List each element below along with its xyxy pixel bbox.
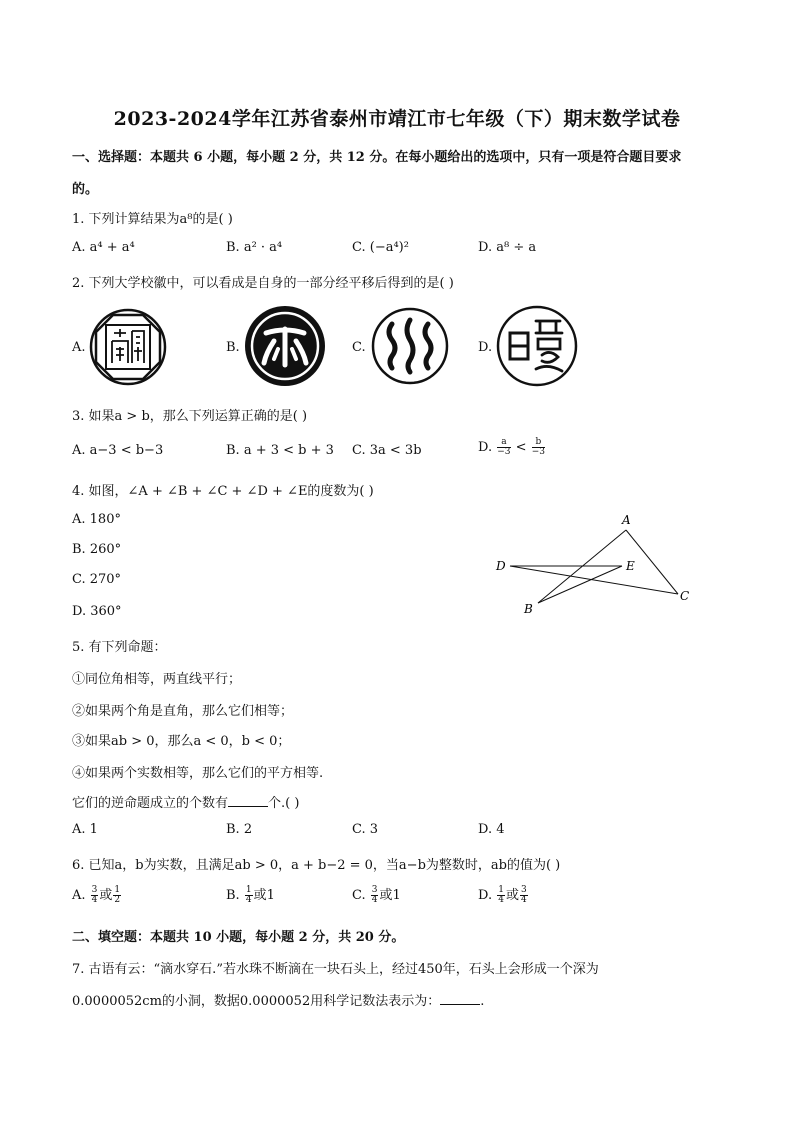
q7-line2	[72, 990, 484, 1009]
answer-blank	[228, 794, 268, 807]
q7-line1: 7. 古语有云：“滴水穿石.”若水珠不断滴在一块石头上，经过450年，石头上会形成一个深为	[72, 962, 599, 977]
q5-question	[72, 792, 299, 811]
q5-option-a: A. 1	[72, 822, 98, 837]
frac-denominator: −3	[531, 447, 545, 457]
segment-dc	[510, 566, 678, 594]
fraction	[520, 886, 528, 905]
fraction	[245, 886, 253, 905]
q2-label-c: C.	[352, 340, 366, 355]
section2-header: 二、填空题：本题共 10 小题，每小题 2 分，共 20 分。	[72, 930, 405, 945]
option-text: 或1	[379, 888, 401, 903]
q2-stem: 2. 下列大学校徽中，可以看成是自身的一部分经平移后得到的是( )	[72, 276, 454, 291]
q5-item-2: ②如果两个角是直角，那么它们相等；	[72, 704, 294, 719]
q5-stem: 5. 有下列命题：	[72, 640, 167, 655]
label-e: E	[626, 559, 635, 573]
fraction	[113, 886, 121, 905]
q4-option-b: B. 260°	[72, 542, 122, 557]
q7-text: 0.0000052cm的小洞，数据0.0000052用科学记数法表示为：	[72, 994, 441, 1009]
q1-option-c: C. (−a⁴)²	[352, 240, 409, 255]
q6-option-d	[478, 884, 529, 905]
q4-option-d: D. 360°	[72, 604, 122, 619]
q3-option-d-operator: <	[515, 440, 527, 455]
frac-denominator: −3	[497, 447, 511, 457]
option-label: A.	[72, 888, 90, 903]
section1-header-cont: 的。	[72, 182, 99, 197]
section1-header: 一、选择题：本题共 6 小题，每小题 2 分，共 12 分。在每小题给出的选项中，只有一项是符合题目要求	[72, 150, 682, 165]
frac-numerator: a	[497, 438, 510, 448]
q3-option-b: B. a + 3 < b + 3	[226, 443, 334, 458]
sichuan-emblem-icon	[370, 306, 450, 386]
frac-numerator: 3	[91, 885, 98, 895]
q5-question-end: 个.( )	[268, 796, 300, 811]
frac-numerator: 1	[114, 885, 121, 895]
option-text: 或1	[253, 888, 275, 903]
option-label: B.	[226, 888, 244, 903]
q6-option-b	[226, 884, 275, 905]
q1-option-d: D. a⁸ ÷ a	[478, 240, 537, 255]
frac-numerator: 3	[371, 885, 378, 895]
nankai-emblem-icon	[88, 307, 168, 387]
q1-option-b: B. a² · a⁴	[226, 240, 283, 255]
label-a: A	[622, 513, 631, 527]
frac-numerator: 1	[245, 885, 252, 895]
q5-option-d: D. 4	[478, 822, 505, 837]
q1-stem: 1. 下列计算结果为a⁸的是( )	[72, 212, 233, 227]
frac-denominator: 4	[245, 895, 252, 905]
frac-numerator: 1	[498, 885, 504, 895]
peking-emblem-icon	[244, 305, 326, 387]
q4-geometry-figure	[490, 510, 700, 620]
q3-option-d-label: D.	[478, 440, 493, 455]
option-text: 或	[99, 888, 113, 903]
q5-item-4: ④如果两个实数相等，那么它们的平方相等.	[72, 766, 324, 781]
q6-option-a	[72, 884, 122, 905]
q3-stem: 3. 如果a > b，那么下列运算正确的是( )	[72, 409, 308, 424]
q3-option-d	[478, 438, 546, 457]
option-label: D.	[478, 888, 497, 903]
frac-denominator: 4	[91, 895, 98, 905]
q2-label-a: A.	[72, 340, 86, 355]
frac-denominator: 2	[114, 895, 121, 905]
fraction	[497, 886, 505, 905]
answer-blank	[440, 992, 480, 1005]
q5-question-text: 它们的逆命题成立的个数有	[72, 796, 229, 811]
q1-option-a: A. a⁴ + a⁴	[72, 240, 135, 255]
q5-item-3: ③如果ab > 0，那么a < 0，b < 0；	[72, 734, 291, 749]
q4-option-c: C. 270°	[72, 572, 122, 587]
q5-option-b: B. 2	[226, 822, 253, 837]
q3-option-c: C. 3a < 3b	[352, 443, 422, 458]
q2-label-b: B.	[226, 340, 240, 355]
label-b: B	[524, 602, 533, 616]
frac-numerator: b	[532, 438, 545, 448]
q4-stem: 4. 如图，∠A + ∠B + ∠C + ∠D + ∠E的度数为( )	[72, 484, 374, 499]
fraction	[371, 886, 379, 905]
label-d: D	[496, 559, 506, 573]
q5-item-1: ①同位角相等，两直线平行；	[72, 672, 242, 687]
q6-stem: 6. 已知a，b为实数，且满足ab > 0，a + b−2 = 0，当a−b为整数时，ab的值为( )	[72, 858, 561, 873]
frac-denominator: 4	[520, 895, 527, 905]
frac-numerator: 3	[520, 885, 527, 895]
option-label: C.	[352, 888, 370, 903]
fudan-emblem-icon	[496, 305, 578, 387]
q5-option-c: C. 3	[352, 822, 379, 837]
segment-be	[538, 566, 622, 603]
frac-denominator: 4	[371, 895, 378, 905]
label-c: C	[680, 589, 690, 603]
q3-option-a: A. a−3 < b−3	[72, 443, 164, 458]
frac-denominator: 4	[498, 895, 504, 905]
q3-option-d-frac1	[497, 438, 510, 457]
q3-option-d-frac2	[532, 438, 545, 457]
option-text: 或	[505, 888, 519, 903]
page-title: 2023-2024学年江苏省泰州市靖江市七年级（下）期末数学试卷	[113, 108, 681, 130]
q4-option-a: A. 180°	[72, 512, 121, 527]
q6-option-c	[352, 884, 401, 905]
fraction	[91, 886, 99, 905]
q7-text-end: .	[480, 994, 485, 1009]
q2-label-d: D.	[478, 340, 493, 355]
